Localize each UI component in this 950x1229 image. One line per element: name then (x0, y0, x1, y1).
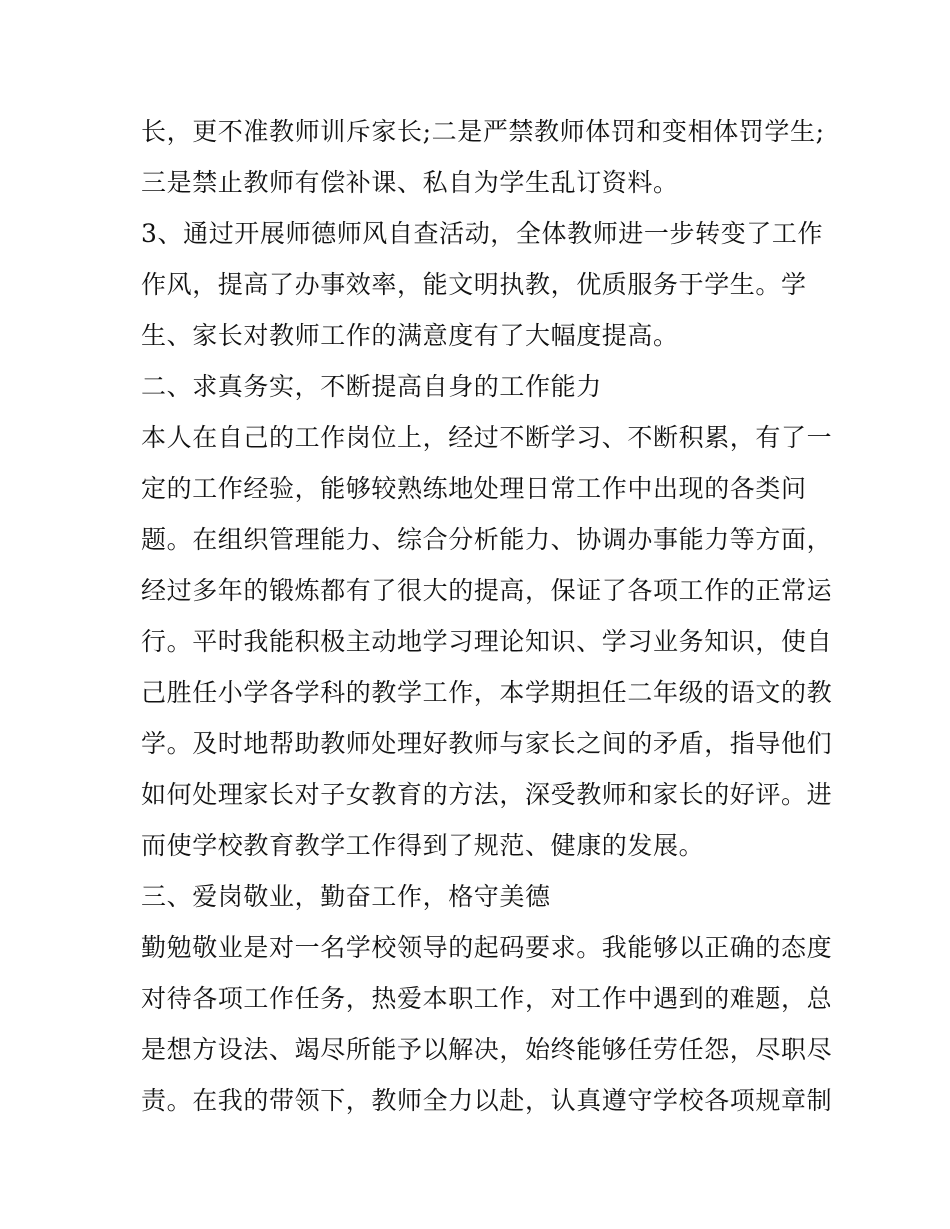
text-line: 长，更不准教师训斥家长;二是严禁教师体罚和变相体罚学生; (141, 117, 825, 146)
text-line: 责。在我的带领下，教师全力以赴，认真遵守学校各项规章制 (141, 1086, 833, 1115)
text-line: 学。及时地帮助教师处理好教师与家长之间的矛盾，指导他们 (141, 729, 833, 758)
text-line: 题。在组织管理能力、综合分析能力、协调办事能力等方面， (141, 525, 833, 554)
text-line: 作风，提高了办事效率，能文明执教，优质服务于学生。学 (141, 270, 807, 299)
text-line: 行。平时我能积极主动地学习理论知识、学习业务知识，使自 (141, 627, 833, 656)
text-line: 生、家长对教师工作的满意度有了大幅度提高。 (141, 321, 679, 350)
text-line: 是想方设法、竭尽所能予以解决，始终能够任劳任怨，尽职尽 (141, 1035, 833, 1064)
text-line: 对待各项工作任务，热爱本职工作，对工作中遇到的难题，总 (141, 984, 833, 1013)
text-line: 己胜任小学各学科的教学工作，本学期担任二年级的语文的教 (141, 678, 833, 707)
text-line: 3、通过开展师德师风自查活动，全体教师进一步转变了工作 (141, 219, 824, 248)
text-line: 如何处理家长对子女教育的方法，深受教师和家长的好评。进 (141, 780, 833, 809)
text-line: 勤勉敬业是对一名学校领导的起码要求。我能够以正确的态度 (141, 933, 833, 962)
section-heading: 三、爱岗敬业，勤奋工作，格守美德 (141, 882, 551, 911)
section-heading: 二、求真务实，不断提高自身的工作能力 (141, 372, 602, 401)
document-body (141, 106, 833, 1126)
text-line: 而使学校教育教学工作得到了规范、健康的发展。 (141, 831, 705, 860)
text-line: 三是禁止教师有偿补课、私自为学生乱订资料。 (141, 168, 679, 197)
text-line: 经过多年的锻炼都有了很大的提高，保证了各项工作的正常运 (141, 576, 833, 605)
text-line: 定的工作经验，能够较熟练地处理日常工作中出现的各类问 (141, 474, 807, 503)
text-line: 本人在自己的工作岗位上，经过不断学习、不断积累，有了一 (141, 423, 833, 452)
